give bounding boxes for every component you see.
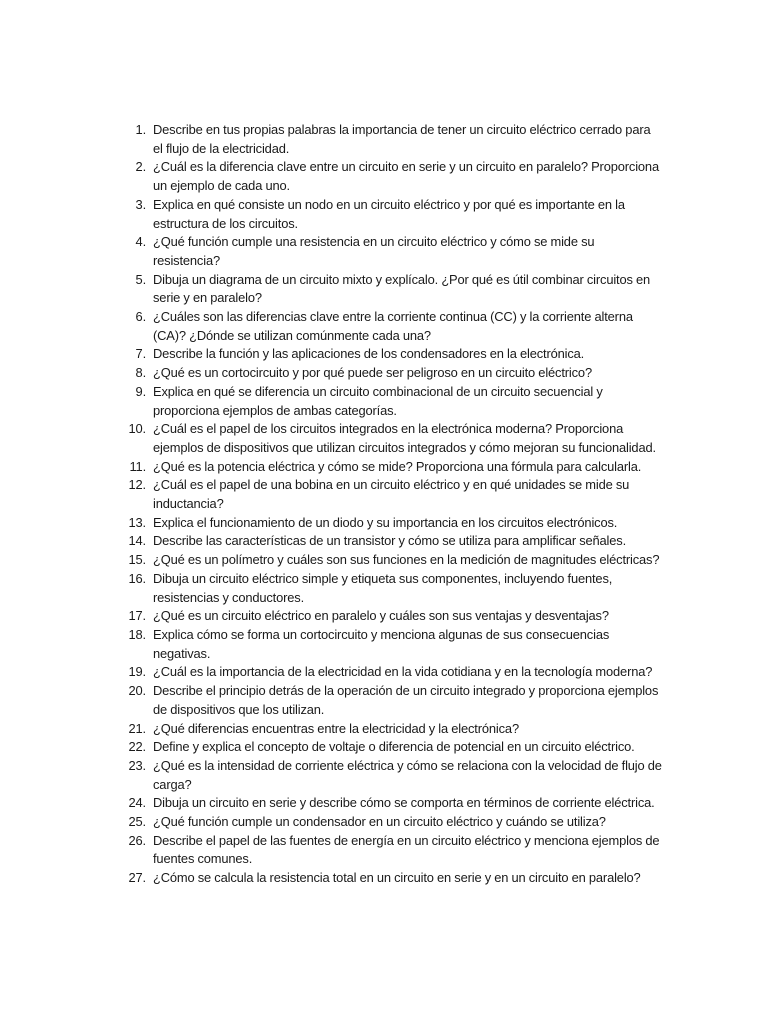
list-item [0,626,663,663]
item-text: ¿Cuál es el papel de una bobina en un circuito eléctrico y en qué unidades se mide su inductancia? [153,477,630,512]
item-number: 22. [128,739,146,755]
list-item [0,532,663,551]
item-text: Describe la función y las aplicaciones de los condensadores en la electrónica. [153,346,585,362]
list-item [0,121,663,158]
list-item [0,514,663,533]
item-text: Define y explica el concepto de voltaje o diferencia de potencial en un circuito eléctrico. [153,739,635,755]
item-text: Explica cómo se forma un cortocircuito y menciona algunas de sus consecuencias negativas. [153,626,610,661]
item-text: Describe el papel de las fuentes de energía en un circuito eléctrico y menciona ejemplos de fuentes comunes. [153,832,660,867]
list-item [0,551,663,570]
list-item [0,476,663,513]
list-item [0,383,663,420]
item-number: 20. [128,683,146,699]
item-number: 13. [128,514,146,530]
item-number: 6. [135,309,146,325]
item-text: ¿Cómo se calcula la resistencia total en un circuito en serie y en un circuito en paralelo? [153,870,641,886]
list-item [0,570,663,607]
question-list [0,121,768,888]
item-number: 12. [128,477,146,493]
item-number: 5. [135,271,146,287]
item-number: 24. [128,795,146,811]
item-number: 10. [128,421,146,437]
item-text: ¿Qué es la intensidad de corriente eléctrica y cómo se relaciona con la velocidad de flujo de carga? [153,757,662,792]
list-item [0,813,663,832]
item-number: 15. [128,552,146,568]
item-number: 7. [135,346,146,362]
item-number: 23. [128,757,146,773]
list-item [0,458,663,477]
item-text: Dibuja un circuito eléctrico simple y etiqueta sus componentes, incluyendo fuentes, resistencias y conductores. [153,570,613,605]
item-number: 4. [135,234,146,250]
item-number: 8. [135,365,146,381]
item-number: 19. [128,664,146,680]
list-item [0,308,663,345]
list-item [0,869,663,888]
item-number: 3. [135,196,146,212]
item-text: ¿Cuál es la diferencia clave entre un circuito en serie y un circuito en paralelo? Proporciona un ejemplo de cada uno. [153,159,659,194]
list-item [0,682,663,719]
list-item [0,663,663,682]
item-text: Explica el funcionamiento de un diodo y su importancia en los circuitos electrónicos. [153,514,618,530]
item-text: ¿Cuáles son las diferencias clave entre la corriente continua (CC) y la corriente alterna (CA)? ¿Dónde se utilizan comúnmente cada una? [153,309,633,343]
list-item [0,233,663,270]
item-text: ¿Cuál es el papel de los circuitos integrados en la electrónica moderna? Proporciona ejemplos de dispositivos que utilizan circuitos integrados y cómo mejoran su funcionalidad. [153,421,656,455]
item-text: Explica en qué se diferencia un circuito combinacional de un circuito secuencial y proporciona ejemplos de ambas categorías. [153,383,603,418]
list-item [0,364,663,383]
list-item [0,420,663,457]
item-text: ¿Qué función cumple un condensador en un circuito eléctrico y cuándo se utiliza? [153,814,606,830]
list-item [0,271,663,308]
item-text: Describe las características de un transistor y cómo se utiliza para amplificar señales. [153,533,627,549]
item-text: Dibuja un diagrama de un circuito mixto y explícalo. ¿Por qué es útil combinar circuitos en serie y en paralelo? [153,271,651,306]
item-text: Describe en tus propias palabras la importancia de tener un circuito eléctrico cerrado para el flujo de la electricidad. [153,122,651,156]
item-text: ¿Qué es un circuito eléctrico en paralelo y cuáles son sus ventajas y desventajas? [153,608,609,624]
item-text: Describe el principio detrás de la operación de un circuito integrado y proporciona ejemplos de dispositivos que los utilizan. [153,683,659,717]
list-item [0,794,663,813]
item-number: 14. [128,533,146,549]
item-text: ¿Qué es un polímetro y cuáles son sus funciones en la medición de magnitudes eléctricas? [153,552,660,568]
item-number: 17. [128,608,146,624]
item-number: 21. [128,720,146,736]
item-text: ¿Qué función cumple una resistencia en un circuito eléctrico y cómo se mide su resistencia? [153,234,595,268]
item-number: 9. [135,383,146,399]
item-text: Explica en qué consiste un nodo en un circuito eléctrico y por qué es importante en la estructura de los circuitos. [153,196,625,231]
list-item [0,738,663,757]
item-text: ¿Cuál es la importancia de la electricidad en la vida cotidiana y en la tecnología moderna? [153,664,653,680]
list-item [0,196,663,233]
item-number: 2. [135,159,146,175]
item-number: 1. [135,122,146,137]
list-item [0,158,663,195]
item-text: ¿Qué es un cortocircuito y por qué puede ser peligroso en un circuito eléctrico? [153,365,592,381]
item-number: 26. [128,832,146,848]
list-item [0,832,663,869]
item-number: 18. [128,626,146,642]
list-item [0,720,663,739]
item-number: 16. [128,570,146,586]
list-item [0,757,663,794]
item-number: 11. [129,458,146,474]
item-text: ¿Qué diferencias encuentras entre la electricidad y la electrónica? [153,720,519,736]
list-item [0,607,663,626]
item-text: Dibuja un circuito en serie y describe cómo se comporta en términos de corriente eléctrica. [153,795,655,811]
item-text: ¿Qué es la potencia eléctrica y cómo se mide? Proporciona una fórmula para calcularla. [153,458,642,474]
list-item [0,345,663,364]
item-number: 27. [128,870,146,886]
item-number: 25. [128,814,146,830]
